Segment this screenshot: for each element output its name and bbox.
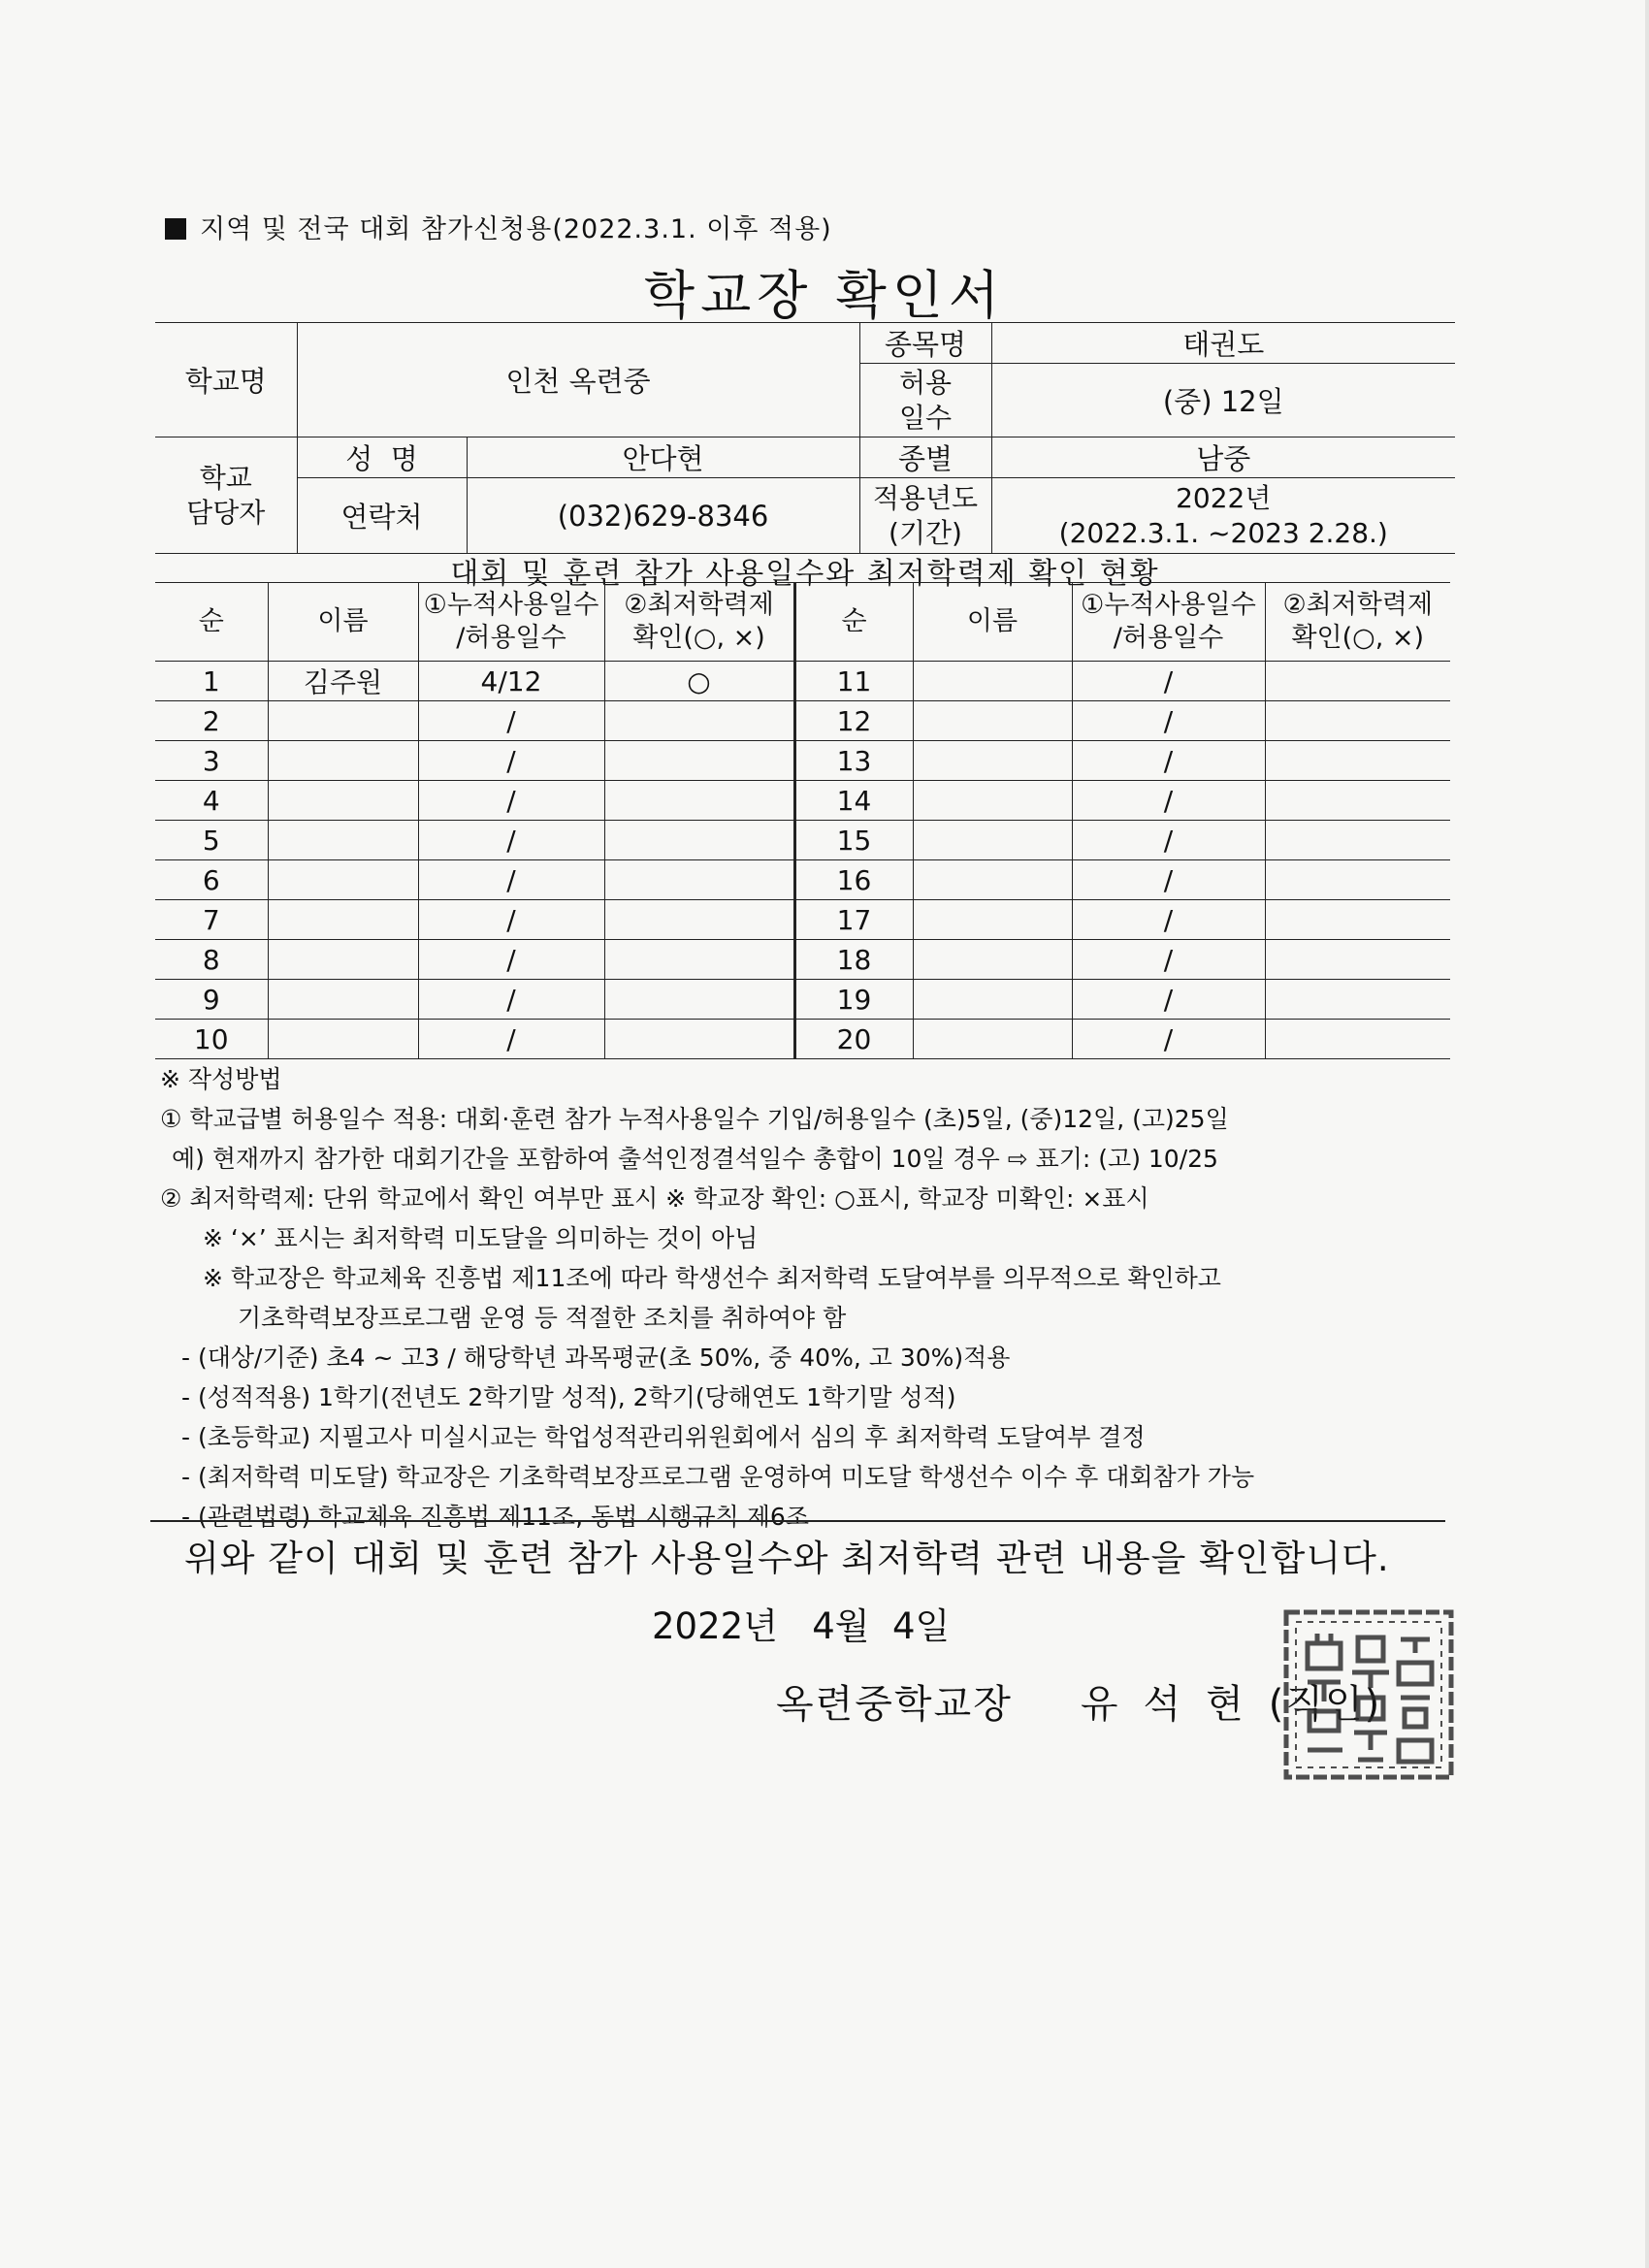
row-number: 14 [794, 781, 913, 821]
school-name-label: 학교명 [155, 323, 297, 437]
form-usage-note-text: 지역 및 전국 대회 참가신청용(2022.3.1. 이후 적용) [200, 214, 832, 244]
section-title: 대회 및 훈련 참가 사용일수와 최저학력제 확인 현황 [450, 557, 1160, 591]
row-check [1265, 741, 1450, 781]
row-number: 8 [155, 940, 268, 980]
row-days: / [1072, 980, 1265, 1020]
row-days: / [418, 900, 604, 940]
row-number: 10 [155, 1020, 268, 1059]
header-check: ②최저학력제 확인(○, ×) [1265, 583, 1450, 662]
category-label: 종별 [859, 437, 991, 478]
row-number: 6 [155, 860, 268, 900]
row-name [913, 662, 1072, 701]
allowed-days-label: 허용 일수 [859, 364, 991, 437]
instructions-heading: ※ 작성방법 [160, 1065, 282, 1093]
contact-label: 연락처 [297, 478, 467, 554]
divider [150, 1520, 1445, 1522]
row-check [1265, 781, 1450, 821]
event-label: 종목명 [859, 323, 991, 364]
row-days: / [1072, 741, 1265, 781]
instruction-line: - (관련법령) 학교체육 진흥법 제11조, 동법 시행규칙 제6조 [181, 1503, 809, 1531]
table-row [155, 1020, 1450, 1059]
row-name [913, 940, 1072, 980]
row-name [913, 821, 1072, 860]
header-check: ②최저학력제 확인(○, ×) [604, 583, 794, 662]
header-days: ①누적사용일수 /허용일수 [418, 583, 604, 662]
instruction-line: ① 학교급별 허용일수 적용: 대회·훈련 참가 누적사용일수 기입/허용일수 (초)5일, (중)12일, (고)25일 [160, 1105, 1229, 1133]
row-days: / [418, 741, 604, 781]
confirmation-statement: 위와 같이 대회 및 훈련 참가 사용일수와 최저학력 관련 내용을 확인합니다. [184, 1538, 1390, 1579]
signer-name: 유석현 [1080, 1682, 1269, 1727]
year-value: 2022년 [1176, 481, 1272, 514]
row-check [604, 860, 794, 900]
row-days: 4/12 [418, 662, 604, 701]
instruction-line: 예) 현재까지 참가한 대회기간을 포함하여 출석인정결석일수 총합이 10일 경우 ⇨ 표기: (고) 10/25 [172, 1145, 1218, 1173]
row-name [268, 860, 418, 900]
row-days: / [1072, 940, 1265, 980]
row-name [268, 821, 418, 860]
row-days: / [1072, 1020, 1265, 1059]
signing-date: 2022년 4월 4일 [652, 1605, 951, 1647]
row-name [913, 980, 1072, 1020]
row-check [1265, 701, 1450, 741]
row-number: 18 [794, 940, 913, 980]
row-number: 17 [794, 900, 913, 940]
year-cell [991, 478, 1455, 554]
event-value: 태권도 [991, 323, 1455, 364]
row-check [604, 821, 794, 860]
instruction-line: - (대상/기준) 초4 ~ 고3 / 해당학년 과목평균(초 50%, 중 40%, 고 30%)적용 [181, 1344, 1011, 1372]
instruction-line: ※ ‘×’ 표시는 최저학력 미도달을 의미하는 것이 아님 [203, 1224, 759, 1252]
instruction-line: ※ 학교장은 학교체육 진흥법 제11조에 따라 학생선수 최저학력 도달여부를 의무적으로 확인하고 [203, 1264, 1221, 1292]
row-number: 9 [155, 980, 268, 1020]
row-name [268, 741, 418, 781]
seal-mark: (직인) [1268, 1682, 1382, 1727]
row-name [913, 860, 1072, 900]
row-name [913, 900, 1072, 940]
manager-label: 학교 담당자 [155, 437, 297, 554]
official-seal-stamp [1278, 1604, 1459, 1785]
header-no: 순 [794, 583, 913, 662]
row-check [1265, 860, 1450, 900]
row-name [268, 781, 418, 821]
row-name: 김주원 [268, 662, 418, 701]
row-name [268, 980, 418, 1020]
table-row [155, 980, 1450, 1020]
row-number: 12 [794, 701, 913, 741]
row-check [604, 1020, 794, 1059]
row-name [268, 900, 418, 940]
row-days: / [418, 821, 604, 860]
row-days: / [418, 980, 604, 1020]
row-check [604, 741, 794, 781]
row-check [1265, 662, 1450, 701]
row-check [1265, 1020, 1450, 1059]
row-name [913, 781, 1072, 821]
header-days: ①누적사용일수 /허용일수 [1072, 583, 1265, 662]
table-row [155, 662, 1450, 701]
row-check [604, 701, 794, 741]
row-number: 19 [794, 980, 913, 1020]
row-number: 5 [155, 821, 268, 860]
category-value: 남중 [991, 437, 1455, 478]
row-check [1265, 940, 1450, 980]
header-no: 순 [155, 583, 268, 662]
participants-table [155, 582, 1450, 1059]
row-number: 13 [794, 741, 913, 781]
table-row [155, 900, 1450, 940]
row-number: 15 [794, 821, 913, 860]
page-edge [1645, 0, 1649, 2268]
instruction-line: 기초학력보장프로그램 운영 등 적절한 조치를 취하여야 함 [238, 1304, 847, 1332]
row-number: 11 [794, 662, 913, 701]
row-days: / [1072, 821, 1265, 860]
row-number: 16 [794, 860, 913, 900]
row-check [1265, 821, 1450, 860]
row-days: / [1072, 662, 1265, 701]
year-label: 적용년도 (기간) [859, 478, 991, 554]
row-days: / [418, 781, 604, 821]
table-row [155, 701, 1450, 741]
school-info-table [155, 322, 1455, 554]
row-days: / [1072, 900, 1265, 940]
row-days: / [418, 940, 604, 980]
instruction-line: - (최저학력 미도달) 학교장은 기초학력보장프로그램 운영하여 미도달 학생선수 이수 후 대회참가 가능 [181, 1463, 1255, 1491]
header-name: 이름 [913, 583, 1072, 662]
table-row [155, 741, 1450, 781]
row-check: ○ [604, 662, 794, 701]
row-days: / [1072, 781, 1265, 821]
row-check [1265, 980, 1450, 1020]
table-row [155, 781, 1450, 821]
square-bullet-icon [165, 218, 186, 240]
signer-title: 옥련중학교장 [776, 1682, 1013, 1727]
name-label: 성 명 [297, 437, 467, 478]
table-header-row [155, 583, 1450, 662]
instruction-line: - (성적적용) 1학기(전년도 2학기말 성적), 2학기(당해연도 1학기말 성적) [181, 1383, 956, 1411]
row-check [1265, 900, 1450, 940]
name-value: 안다현 [467, 437, 859, 478]
row-check [604, 900, 794, 940]
row-name [268, 940, 418, 980]
row-days: / [418, 1020, 604, 1059]
row-name [268, 701, 418, 741]
table-row [155, 860, 1450, 900]
instruction-line: - (초등학교) 지필고사 미실시교는 학업성적관리위원회에서 심의 후 최저학력 도달여부 결정 [181, 1423, 1146, 1451]
form-usage-note [165, 208, 832, 245]
row-check [604, 781, 794, 821]
instructions [160, 1059, 1460, 1537]
row-name [268, 1020, 418, 1059]
row-days: / [418, 860, 604, 900]
instruction-line: ② 최저학력제: 단위 학교에서 확인 여부만 표시 ※ 학교장 확인: ○표시, 학교장 미확인: ×표시 [160, 1184, 1149, 1213]
row-check [604, 980, 794, 1020]
table-row [155, 940, 1450, 980]
row-name [913, 1020, 1072, 1059]
row-number: 3 [155, 741, 268, 781]
row-name [913, 701, 1072, 741]
row-number: 1 [155, 662, 268, 701]
row-number: 7 [155, 900, 268, 940]
school-name-value: 인천 옥련중 [297, 323, 859, 437]
allowed-days-value: (중) 12일 [991, 364, 1455, 437]
row-days: / [1072, 860, 1265, 900]
row-name [913, 741, 1072, 781]
row-check [604, 940, 794, 980]
row-number: 20 [794, 1020, 913, 1059]
row-days: / [1072, 701, 1265, 741]
contact-value: (032)629-8346 [467, 478, 859, 554]
row-days: / [418, 701, 604, 741]
header-name: 이름 [268, 583, 418, 662]
table-row [155, 821, 1450, 860]
period-value: (2022.3.1. ~2023 2.28.) [1058, 516, 1388, 549]
row-number: 2 [155, 701, 268, 741]
row-number: 4 [155, 781, 268, 821]
document-title: 학교장 확인서 [643, 265, 1006, 326]
